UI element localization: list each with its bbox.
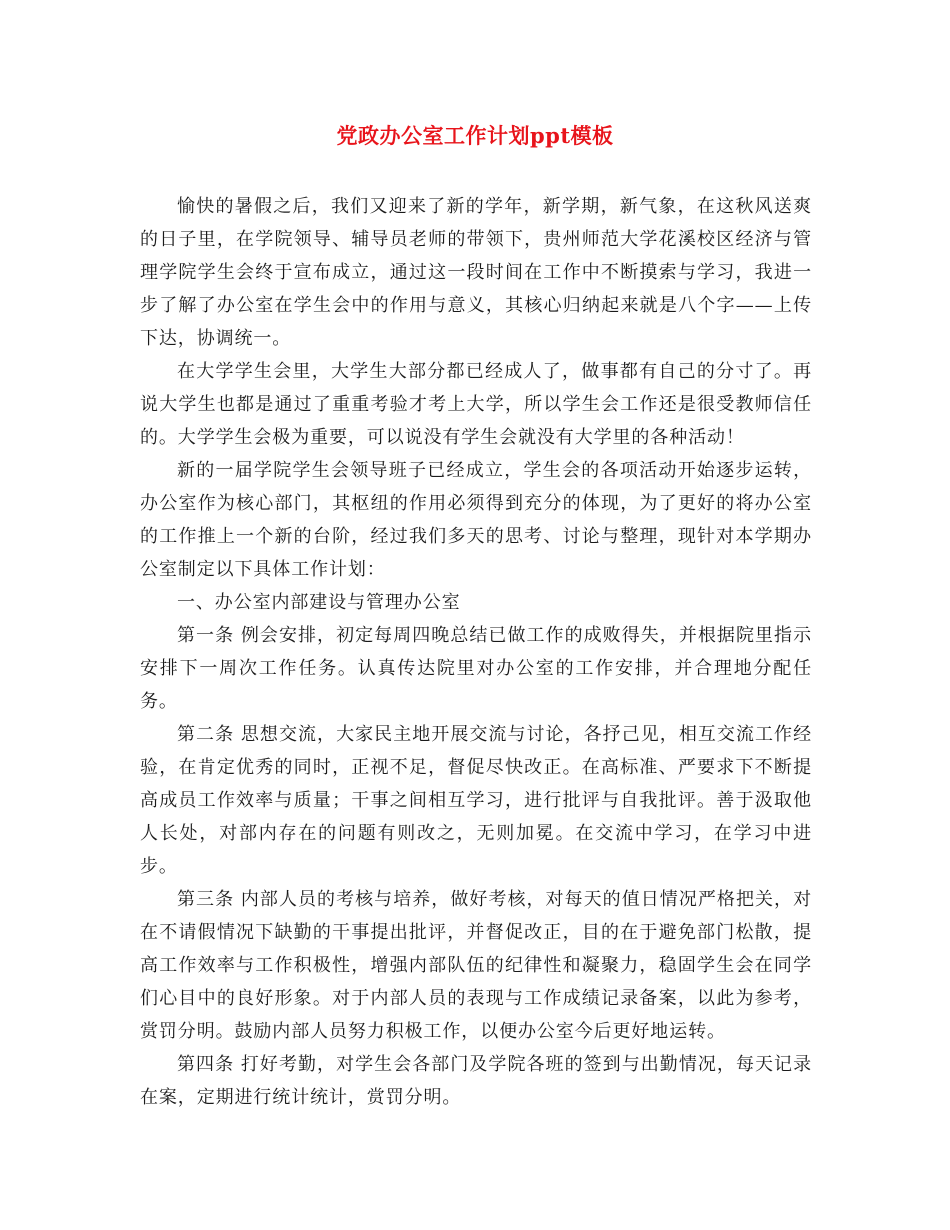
article-1: 第一条 例会安排，初定每周四晚总结已做工作的成败得失，并根据院里指示安排下一周次工作任务。认真传达院里对办公室的工作安排，并合理地分配任务。 bbox=[140, 625, 812, 712]
document-title: 党政办公室工作计划ppt模板 bbox=[336, 123, 614, 148]
section-heading-internal: 一、办公室内部建设与管理办公室 bbox=[177, 592, 461, 613]
document-body bbox=[140, 190, 812, 1114]
article-2: 第二条 思想交流，大家民主地开展交流与讨论，各抒己见，相互交流工作经验，在肯定优秀的同时，正视不足，督促尽快改正。在高标准、严要求下不断提高成员工作效率与质量；干事之间相互学习，进行批评与自我批评。善于汲取他人长处，对部内存在的问题有则改之，无则加冕。在交流中学习，在学习中进步。 bbox=[140, 724, 812, 877]
article-4: 第四条 打好考勤，对学生会各部门及学院各班的签到与出勤情况，每天记录在案，定期进行统计统计，赏罚分明。 bbox=[140, 1054, 812, 1108]
paragraph-intro: 愉快的暑假之后，我们又迎来了新的学年，新学期，新气象，在这秋风送爽的日子里，在学院领导、辅导员老师的带领下，贵州师范大学花溪校区经济与管理学院学生会终于宣布成立，通过这一段时间在工作中不断摸索与学习，我进一步了解了办公室在学生会中的作用与意义，其核心归纳起来就是八个字——上传下达，协调统一。 bbox=[140, 196, 812, 349]
paragraph-new-leadership: 新的一届学院学生会领导班子已经成立，学生会的各项活动开始逐步运转，办公室作为核心部门，其枢纽的作用必须得到充分的体现，为了更好的将办公室的工作推上一个新的台阶，经过我们多天的思考、讨论与整理，现针对本学期办公室制定以下具体工作计划： bbox=[140, 460, 812, 580]
paragraph-student-union: 在大学学生会里，大学生大部分都已经成人了，做事都有自己的分寸了。再说大学生也都是通过了重重考验才考上大学，所以学生会工作还是很受教师信任的。大学学生会极为重要，可以说没有学生会就没有大学里的各种活动！ bbox=[140, 361, 812, 448]
article-3: 第三条 内部人员的考核与培养，做好考核，对每天的值日情况严格把关，对在不请假情况下缺勤的干事提出批评，并督促改正，目的在于避免部门松散，提高工作效率与工作积极性，增强内部队伍的纪律性和凝聚力，稳固学生会在同学们心目中的良好形象。对于内部人员的表现与工作成绩记录备案，以此为参考，赏罚分明。鼓励内部人员努力积极工作，以便办公室今后更好地运转。 bbox=[140, 889, 812, 1042]
